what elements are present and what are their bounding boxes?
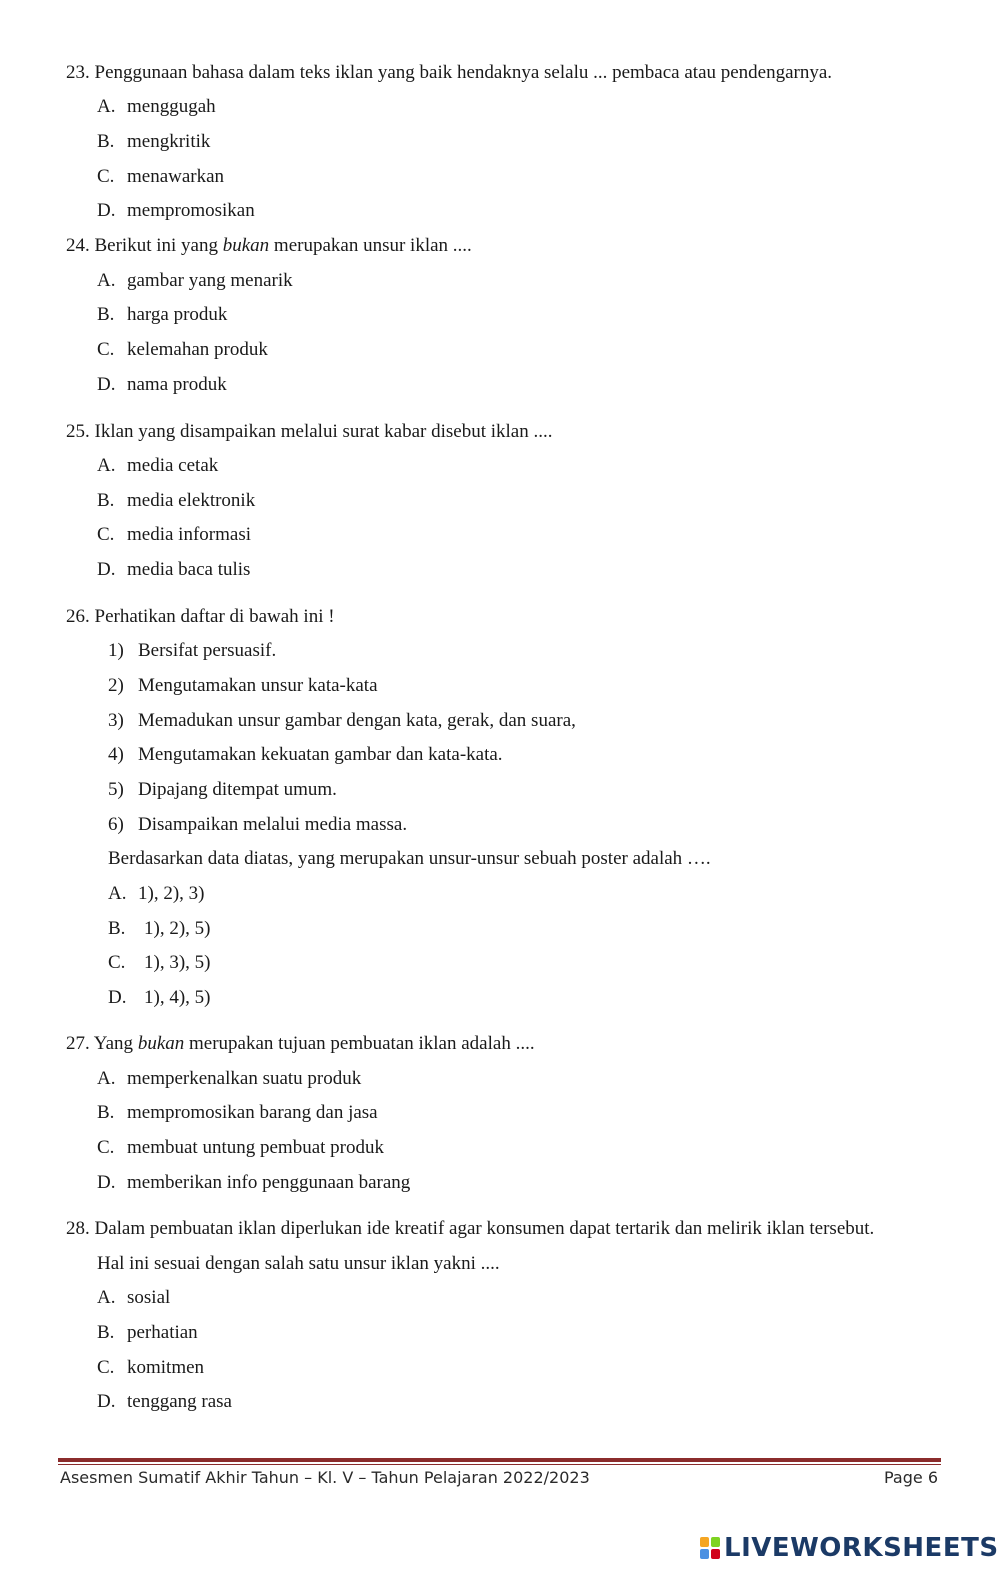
option-letter: B.: [108, 918, 126, 939]
q24-option-b[interactable]: [97, 303, 227, 327]
option-letter: A.: [97, 1068, 116, 1089]
option-text: media cetak: [127, 455, 219, 476]
q26-list-item-6: [108, 813, 407, 837]
logo-square-1: [700, 1537, 709, 1547]
option-letter: D.: [97, 1391, 116, 1412]
q26-list-item-4: [108, 743, 503, 767]
option-text: tenggang rasa: [127, 1391, 232, 1412]
list-text: Mengutamakan kekuatan gambar dan kata-kata.: [138, 744, 503, 765]
q25-option-d[interactable]: [97, 558, 250, 582]
list-text: Bersifat persuasif.: [138, 640, 277, 661]
question-26-stem: 26. Perhatikan daftar di bawah ini !: [66, 606, 335, 627]
question-24-stem: [66, 234, 472, 258]
list-number: 4): [108, 744, 124, 765]
list-text: Dipajang ditempat umum.: [138, 779, 337, 800]
option-text: mempromosikan: [127, 200, 255, 221]
liveworksheets-logo-icon: [700, 1537, 720, 1559]
option-letter: A.: [97, 1287, 116, 1308]
option-text: menggugah: [127, 96, 216, 117]
option-letter: C.: [97, 524, 115, 545]
option-letter: C.: [97, 339, 115, 360]
stem-text: merupakan tujuan pembuatan iklan adalah ....: [184, 1033, 535, 1054]
option-letter: B.: [97, 304, 115, 325]
option-letter: C.: [108, 952, 126, 973]
logo-square-3: [700, 1549, 709, 1559]
option-text: 1), 4), 5): [144, 987, 211, 1008]
question-28-stem-line-2: Hal ini sesuai dengan salah satu unsur iklan yakni ....: [97, 1253, 500, 1274]
list-number: 6): [108, 814, 124, 835]
list-text: Mengutamakan unsur kata-kata: [138, 675, 378, 696]
q27-option-a[interactable]: [97, 1067, 361, 1091]
option-letter: D.: [97, 1172, 116, 1193]
option-text: perhatian: [127, 1322, 198, 1343]
question-23-stem: 23. Penggunaan bahasa dalam teks iklan yang baik hendaknya selalu ... pembaca atau pendengarnya.: [66, 62, 833, 83]
option-letter: C.: [97, 1137, 115, 1158]
option-text: menawarkan: [127, 166, 225, 187]
option-letter: A.: [97, 96, 116, 117]
stem-text: merupakan unsur iklan ....: [269, 235, 472, 256]
option-text: 1), 3), 5): [144, 952, 211, 973]
option-letter: D.: [97, 200, 116, 221]
q26-list-item-2: [108, 674, 378, 698]
option-text: kelemahan produk: [127, 339, 268, 360]
logo-text: LIVEWORKSHEETS: [724, 1533, 999, 1563]
q23-option-d[interactable]: [97, 199, 255, 223]
q27-option-b[interactable]: [97, 1101, 378, 1125]
q26-option-c[interactable]: [108, 951, 210, 975]
q27-option-d[interactable]: [97, 1171, 410, 1195]
footer-divider-thick: [58, 1458, 941, 1462]
option-letter: C.: [97, 1357, 115, 1378]
liveworksheets-logo[interactable]: [700, 1532, 999, 1564]
q24-option-a[interactable]: [97, 269, 293, 293]
list-number: 2): [108, 675, 124, 696]
question-28-stem-line-1: 28. Dalam pembuatan iklan diperlukan ide kreatif agar konsumen dapat tertarik dan melirik iklan tersebut.: [66, 1218, 875, 1239]
option-letter: D.: [97, 559, 116, 580]
q25-option-b[interactable]: [97, 489, 255, 513]
option-text: gambar yang menarik: [127, 270, 293, 291]
option-text: memperkenalkan suatu produk: [127, 1068, 362, 1089]
option-letter: C.: [97, 166, 115, 187]
option-text: media baca tulis: [127, 559, 251, 580]
option-text: harga produk: [127, 304, 228, 325]
option-text: membuat untung pembuat produk: [127, 1137, 384, 1158]
page-number: Page 6: [884, 1468, 938, 1487]
q26-option-b[interactable]: [108, 917, 210, 941]
option-text: mengkritik: [127, 131, 211, 152]
q23-option-a[interactable]: [97, 95, 216, 119]
option-text: media informasi: [127, 524, 251, 545]
footer-divider-thin: [58, 1464, 941, 1465]
option-text: media elektronik: [127, 490, 256, 511]
stem-text: 24. Berikut ini yang: [66, 235, 223, 256]
option-text: sosial: [127, 1287, 171, 1308]
option-letter: B.: [97, 490, 115, 511]
q24-option-d[interactable]: [97, 373, 227, 397]
option-text: 1), 2), 3): [138, 883, 205, 904]
option-letter: D.: [108, 987, 127, 1008]
q26-option-a[interactable]: [108, 882, 204, 906]
logo-square-4: [711, 1549, 720, 1559]
list-text: Memadukan unsur gambar dengan kata, gerak, dan suara,: [138, 710, 576, 731]
question-27-stem: [66, 1032, 535, 1056]
q28-option-a[interactable]: [97, 1286, 170, 1310]
option-letter: B.: [97, 1322, 115, 1343]
q28-option-d[interactable]: [97, 1390, 232, 1414]
stem-emphasis: bukan: [137, 1033, 185, 1054]
question-25-stem: 25. Iklan yang disampaikan melalui surat kabar disebut iklan ....: [66, 421, 553, 442]
option-letter: B.: [97, 131, 115, 152]
option-letter: D.: [97, 374, 116, 395]
logo-square-2: [711, 1537, 720, 1547]
q25-option-c[interactable]: [97, 523, 251, 547]
q26-list-item-1: [108, 639, 276, 663]
q23-option-c[interactable]: [97, 165, 224, 189]
option-text: komitmen: [127, 1357, 205, 1378]
option-letter: A.: [108, 883, 127, 904]
q28-option-b[interactable]: [97, 1321, 198, 1345]
q26-list-item-3: [108, 709, 576, 733]
option-text: nama produk: [127, 374, 227, 395]
list-number: 1): [108, 640, 124, 661]
option-text: memberikan info penggunaan barang: [127, 1172, 411, 1193]
q26-option-d[interactable]: [108, 986, 210, 1010]
q24-option-c[interactable]: [97, 338, 268, 362]
option-letter: A.: [97, 270, 116, 291]
option-text: 1), 2), 5): [144, 918, 211, 939]
option-letter: A.: [97, 455, 116, 476]
stem-text: 27. Yang: [66, 1033, 138, 1054]
q26-question: Berdasarkan data diatas, yang merupakan unsur-unsur sebuah poster adalah ….: [108, 848, 711, 869]
q27-option-c[interactable]: [97, 1136, 384, 1160]
list-number: 3): [108, 710, 124, 731]
option-text: mempromosikan barang dan jasa: [127, 1102, 378, 1123]
q28-option-c[interactable]: [97, 1356, 204, 1380]
list-text: Disampaikan melalui media massa.: [138, 814, 408, 835]
q23-option-b[interactable]: [97, 130, 210, 154]
list-number: 5): [108, 779, 124, 800]
stem-emphasis: bukan: [222, 235, 270, 256]
q26-list-item-5: [108, 778, 337, 802]
option-letter: B.: [97, 1102, 115, 1123]
footer-title: Asesmen Sumatif Akhir Tahun – Kl. V – Tahun Pelajaran 2022/2023: [60, 1468, 590, 1487]
q25-option-a[interactable]: [97, 454, 218, 478]
